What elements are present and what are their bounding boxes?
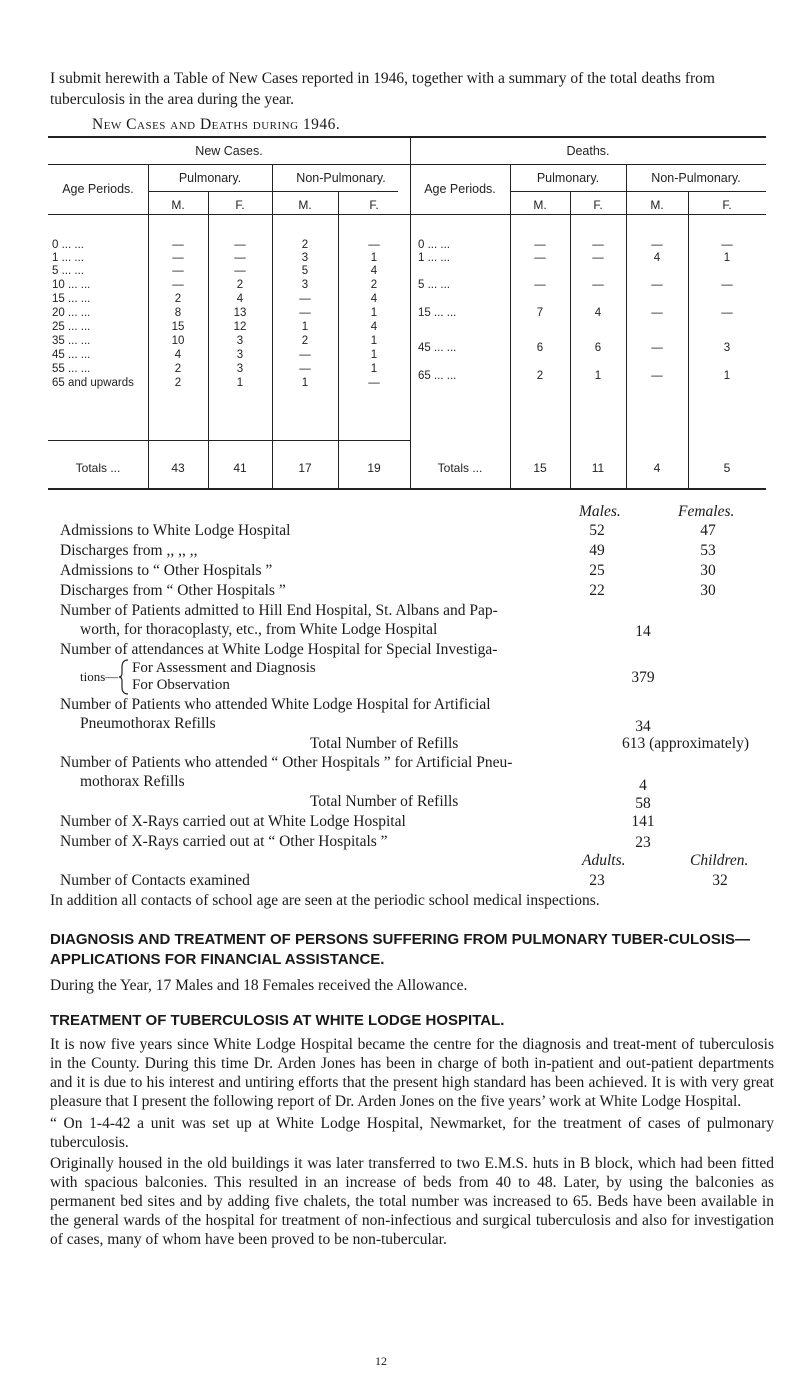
- new-row-pm: —: [172, 265, 184, 277]
- new-row-age: 20 ... ...: [52, 307, 91, 319]
- new-row-age: 5 ... ...: [52, 265, 84, 277]
- death-row-pf: 1: [594, 370, 602, 382]
- death-row-pm: —: [534, 279, 546, 291]
- new-row-nm: —: [299, 363, 311, 375]
- death-row-nf: —: [721, 307, 733, 319]
- group-deaths: Deaths.: [566, 144, 610, 158]
- attendances-assessment: For Assessment and Diagnosis: [132, 660, 316, 676]
- pulmonary-header-new: Pulmonary.: [178, 171, 242, 185]
- new-row-pf: —: [234, 265, 246, 277]
- new-row-nm: 2: [301, 239, 309, 251]
- total-new-nf: 19: [367, 461, 381, 475]
- death-row-pf: 4: [594, 307, 602, 319]
- total-refills-label-1: Total Number of Refills: [310, 735, 459, 752]
- total-deaths-nf: 5: [723, 461, 731, 475]
- xray-oh-value: 23: [635, 834, 651, 851]
- death-row-age: 65 ... ...: [418, 370, 457, 382]
- new-row-pf: 3: [236, 335, 244, 347]
- total-new-nm: 17: [298, 461, 312, 475]
- new-row-pm: —: [172, 279, 184, 291]
- refill-oh-value: 4: [639, 777, 647, 794]
- discharges-wl-m: 49: [589, 542, 605, 559]
- death-row-nm: —: [651, 279, 663, 291]
- total-deaths-pf: 11: [591, 461, 605, 475]
- refill-oh-line2: mothorax Refills: [80, 773, 185, 790]
- age-periods-header-new: Age Periods.: [62, 182, 134, 196]
- new-row-age: 45 ... ...: [52, 349, 91, 361]
- new-row-pm: 15: [171, 321, 185, 333]
- new-row-pf: —: [234, 252, 246, 264]
- death-row-nm: —: [651, 239, 663, 251]
- new-row-pm: —: [172, 239, 184, 251]
- admissions-oh-f: 30: [700, 562, 716, 579]
- females-header: Females.: [678, 503, 735, 520]
- death-row-pf: —: [592, 239, 604, 251]
- col-m: M.: [298, 198, 312, 212]
- attendances-line1: Number of attendances at White Lodge Hospital for Special Investiga-: [60, 641, 498, 658]
- new-row-pm: 2: [174, 293, 182, 305]
- attendances-value: 379: [631, 669, 655, 686]
- new-row-nf: 1: [370, 252, 378, 264]
- total-refills-value-1: 613 (approximately): [622, 735, 749, 752]
- new-row-pf: 13: [233, 307, 247, 319]
- death-row-nf: —: [721, 279, 733, 291]
- group-new-cases: New Cases.: [195, 144, 263, 158]
- non-pulmonary-header-new: Non-Pulmonary.: [296, 171, 386, 185]
- total-refills-label-2: Total Number of Refills: [310, 793, 459, 810]
- new-row-pf: 1: [236, 377, 244, 389]
- adults-header: Adults.: [582, 852, 626, 869]
- death-row-pm: —: [534, 252, 546, 264]
- death-row-age: 1 ... ...: [418, 252, 450, 264]
- table-title: New Cases and Deaths during 1946.: [92, 116, 341, 133]
- brace-icon: [118, 659, 130, 695]
- new-row-age: 25 ... ...: [52, 321, 91, 333]
- death-row-age: 5 ... ...: [418, 279, 450, 291]
- new-cases-deaths-table: [48, 136, 766, 490]
- para-accommodation: Originally housed in the old buildings it was later transferred to two E.M.S. huts in B block, which had been fitted with spacious balconies. This resulted in an increase of beds from 40 to 48. Later, by using the balconies as permanent bed sites and by adding five chalets, the total number was increased to 65. Beds have been available in the general wards of the hospital for treatment of non-infectious and surgical tuberculosis and also for investigation of cases, many of whom have been proved to be non-tubercular.: [50, 1155, 774, 1248]
- heading-treatment: TREATMENT OF TUBERCULOSIS AT WHITE LODGE HOSPITAL.: [50, 1012, 505, 1029]
- new-row-nm: 2: [301, 335, 309, 347]
- discharges-oh-f: 30: [700, 582, 716, 599]
- admissions-wl-f: 47: [700, 522, 716, 539]
- death-row-pf: 6: [594, 342, 602, 354]
- school-note: In addition all contacts of school age are seen at the periodic school medical inspections.: [50, 892, 600, 909]
- death-row-nf: 1: [723, 370, 731, 382]
- contacts-label: Number of Contacts examined: [60, 872, 250, 889]
- death-row-pm: —: [534, 239, 546, 251]
- new-row-pf: 3: [236, 349, 244, 361]
- xray-wl-value: 141: [631, 813, 655, 830]
- death-row-age: 45 ... ...: [418, 342, 457, 354]
- refill-wl-line2: Pneumothorax Refills: [80, 715, 216, 732]
- admissions-oh-label: Admissions to “ Other Hospitals ”: [60, 562, 273, 579]
- col-f: F.: [722, 198, 732, 212]
- page-number: 12: [375, 1354, 387, 1368]
- totals-label-new: Totals ...: [75, 461, 121, 475]
- death-row-pm: 7: [536, 307, 544, 319]
- totals-label-deaths: Totals ...: [437, 461, 483, 475]
- new-row-nf: 1: [370, 335, 378, 347]
- new-row-pm: 8: [174, 307, 182, 319]
- refill-oh-line1: Number of Patients who attended “ Other Hospitals ” for Artificial Pneu-: [60, 754, 513, 771]
- attendances-tions: tions—: [80, 669, 119, 684]
- para-unit-setup: “ On 1-4-42 a unit was set up at White Lodge Hospital, Newmarket, for the treatment of cases of pulmonary tuberculosis.: [50, 1115, 774, 1151]
- new-row-pm: 10: [171, 335, 185, 347]
- new-row-nf: —: [368, 377, 380, 389]
- attendances-observation: For Observation: [132, 677, 230, 693]
- refill-wl-value: 34: [635, 718, 651, 735]
- new-row-age: 15 ... ...: [52, 293, 91, 305]
- new-row-nm: —: [299, 349, 311, 361]
- hill-end-line2: worth, for thoracoplasty, etc., from White Lodge Hospital: [80, 621, 438, 638]
- death-row-nm: 4: [653, 252, 661, 264]
- total-deaths-nm: 4: [653, 461, 661, 475]
- death-row-age: 15 ... ...: [418, 307, 457, 319]
- non-pulmonary-header-deaths: Non-Pulmonary.: [651, 171, 741, 185]
- col-f: F.: [369, 198, 379, 212]
- new-row-pf: —: [234, 239, 246, 251]
- new-row-nf: 4: [370, 265, 378, 277]
- new-row-pm: 4: [174, 349, 182, 361]
- death-row-pm: 2: [536, 370, 544, 382]
- para-history: It is now five years since White Lodge Hospital became the centre for the diagnosis and treat-ment of tuberculosis in the County. During this time Dr. Arden Jones has been in charge of both in-patient and out-patient departments and it is due to his interest and untiring efforts that the present high standard has been achieved. It is with very great pleasure that I present the following report of Dr. Arden Jones on the five years’ work at White Lodge Hospital.: [50, 1036, 774, 1110]
- death-row-nm: —: [651, 342, 663, 354]
- total-refills-value-2: 58: [635, 795, 651, 812]
- new-row-nm: 3: [301, 279, 309, 291]
- admissions-wl-label: Admissions to White Lodge Hospital: [60, 522, 291, 539]
- total-new-pm: 43: [171, 461, 185, 475]
- pulmonary-header-deaths: Pulmonary.: [536, 171, 600, 185]
- xray-wl-label: Number of X-Rays carried out at White Lodge Hospital: [60, 813, 406, 830]
- new-row-nm: —: [299, 307, 311, 319]
- new-row-nf: 4: [370, 321, 378, 333]
- new-row-pf: 4: [236, 293, 244, 305]
- refill-wl-line1: Number of Patients who attended White Lodge Hospital for Artificial: [60, 696, 491, 713]
- death-row-nm: —: [651, 307, 663, 319]
- children-header: Children.: [690, 852, 749, 869]
- heading-diagnosis: DIAGNOSIS AND TREATMENT OF PERSONS SUFFERING FROM PULMONARY TUBER-CULOSIS—APPLICATIONS FOR FINANCIAL ASSISTANCE.: [50, 931, 751, 968]
- xray-oh-label: Number of X-Rays carried out at “ Other Hospitals ”: [60, 833, 388, 850]
- col-m: M.: [533, 198, 547, 212]
- new-row-age: 0 ... ...: [52, 239, 84, 251]
- hill-end-value: 14: [635, 623, 651, 640]
- males-header: Males.: [579, 503, 621, 520]
- new-row-pm: —: [172, 252, 184, 264]
- new-row-age: 65 and upwards: [52, 377, 134, 389]
- admissions-oh-m: 25: [589, 562, 605, 579]
- new-row-nm: 1: [301, 321, 309, 333]
- new-row-nf: 1: [370, 363, 378, 375]
- para-allowance: During the Year, 17 Males and 18 Females received the Allowance.: [50, 977, 468, 994]
- age-periods-header-deaths: Age Periods.: [424, 182, 496, 196]
- death-row-age: 0 ... ...: [418, 239, 450, 251]
- discharges-oh-label: Discharges from “ Other Hospitals ”: [60, 582, 286, 599]
- new-row-nm: —: [299, 293, 311, 305]
- new-row-nf: 2: [370, 279, 378, 291]
- total-deaths-pm: 15: [533, 461, 547, 475]
- contacts-children: 32: [712, 872, 728, 889]
- new-row-pf: 3: [236, 363, 244, 375]
- new-row-age: 10 ... ...: [52, 279, 91, 291]
- new-row-nf: 4: [370, 293, 378, 305]
- new-row-nm: 1: [301, 377, 309, 389]
- hill-end-line1: Number of Patients admitted to Hill End Hospital, St. Albans and Pap-: [60, 602, 498, 619]
- death-row-nm: —: [651, 370, 663, 382]
- new-row-pf: 12: [233, 321, 247, 333]
- new-row-nf: —: [368, 239, 380, 251]
- death-row-pf: —: [592, 279, 604, 291]
- discharges-oh-m: 22: [589, 582, 605, 599]
- new-row-pf: 2: [236, 279, 244, 291]
- discharges-wl-label: Discharges from ,, ,, ,,: [60, 542, 198, 559]
- intro-paragraph: I submit herewith a Table of New Cases reported in 1946, together with a summary of the total deaths from tuberculosis in the area during the year.: [50, 70, 715, 108]
- new-row-nf: 1: [370, 307, 378, 319]
- new-row-age: 55 ... ...: [52, 363, 91, 375]
- death-row-nf: 3: [723, 342, 731, 354]
- new-row-nf: 1: [370, 349, 378, 361]
- death-row-nf: —: [721, 239, 733, 251]
- col-f: F.: [235, 198, 245, 212]
- col-f: F.: [593, 198, 603, 212]
- discharges-wl-f: 53: [700, 542, 716, 559]
- admissions-wl-m: 52: [589, 522, 605, 539]
- new-row-age: 1 ... ...: [52, 252, 84, 264]
- new-row-age: 35 ... ...: [52, 335, 91, 347]
- new-row-nm: 5: [301, 265, 309, 277]
- death-row-nf: 1: [723, 252, 731, 264]
- new-row-pm: 2: [174, 363, 182, 375]
- contacts-adults: 23: [589, 872, 605, 889]
- total-new-pf: 41: [233, 461, 247, 475]
- col-m: M.: [171, 198, 185, 212]
- new-row-nm: 3: [301, 252, 309, 264]
- new-row-pm: 2: [174, 377, 182, 389]
- death-row-pf: —: [592, 252, 604, 264]
- col-m: M.: [650, 198, 664, 212]
- death-row-pm: 6: [536, 342, 544, 354]
